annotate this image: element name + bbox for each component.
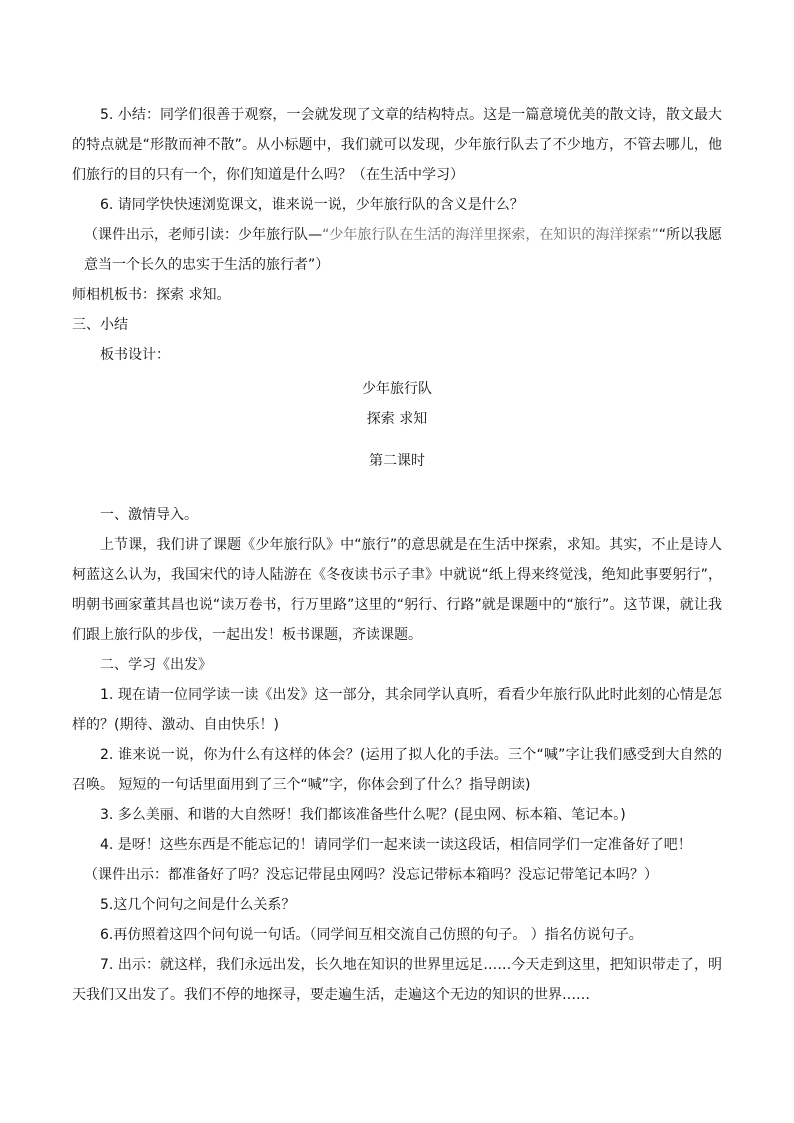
summary-paragraph: 5. 小结：同学们很善于观察，一会就发现了文章的结构特点。这是一篇意境优美的散文诗，散文最大的特点就是“形散而神不散”。从小标题中，我们就可以发现，少年旅行队去了不少地方，不管去哪儿，他们旅行的目的只有一个，你们知道是什么吗？（在生活中学习） bbox=[72, 107, 722, 183]
courseware-suffix: “所以我愿意当一个长久的忠实于生活的旅行者”） bbox=[84, 227, 722, 273]
question-7: 7. 出示：就这样，我们永远出发，长久地在知识的世界里远足……今天走到这里，把知识带走了，明天我们又出发了。我们不停的地探寻，要走遍生活，走遍这个无边的知识的世界…… bbox=[72, 957, 722, 1003]
board-keywords: 探索 求知 bbox=[366, 411, 428, 427]
question-3: 3. 多么美丽、和谐的大自然呀！我们都该准备些什么呢？(昆虫网、标本箱、笔记本。) bbox=[100, 807, 626, 823]
section-1-heading: 一、激情导入。 bbox=[100, 507, 198, 523]
question-6: 6. 请同学快快速浏览课文，谁来说一说，少年旅行队的含义是什么？ bbox=[100, 197, 524, 213]
section-3-heading: 三、小结 bbox=[72, 317, 128, 333]
question-6b: 6.再仿照着这四个问句说一句话。（同学间互相交流自己仿照的句子。 ）指名仿说句子。 bbox=[100, 927, 643, 943]
courseware-prefix: （课件出示，老师引读：少年旅行队— bbox=[84, 227, 323, 243]
teacher-board-note: 师相机板书：探索 求知。 bbox=[72, 287, 231, 303]
courseware-note-2: （课件出示：都准备好了吗？没忘记带昆虫网吗？没忘记带标本箱吗？没忘记带笔记本吗？） bbox=[84, 867, 658, 883]
board-title: 少年旅行队 bbox=[362, 381, 432, 397]
section-2-heading: 二、学习《出发》 bbox=[100, 657, 212, 673]
board-design-label: 板书设计： bbox=[100, 347, 170, 363]
courseware-quote: “少年旅行队在生活的海洋里探索，在知识的海洋探索” bbox=[322, 227, 659, 243]
question-1: 1. 现在请一位同学读一读《出发》这一部分，其余同学认真听，看看少年旅行队此时此刻的心情是怎样的？(期待、激动、自由快乐！) bbox=[72, 687, 722, 733]
lesson-2-title: 第二课时 bbox=[369, 453, 425, 469]
courseware-note-1 bbox=[72, 220, 722, 280]
document-page bbox=[72, 100, 722, 1010]
question-4: 4. 是呀！这些东西是不能忘记的！请同学们一起来读一读这段话，相信同学们一定准备好了吧！ bbox=[100, 837, 692, 853]
question-2: 2. 谁来说一说，你为什么有这样的体会？(运用了拟人化的手法。三个“喊”字让我们感受到大自然的召唤。 短短的一句话里面用到了三个“喊”字，你体会到了什么？指导朗读) bbox=[72, 747, 722, 793]
question-5: 5.这几个问句之间是什么关系？ bbox=[100, 897, 296, 913]
intro-paragraph: 上节课，我们讲了课题《少年旅行队》中“旅行”的意思就是在生活中探索，求知。其实，不止是诗人柯蓝这么认为，我国宋代的诗人陆游在《冬夜读书示子聿》中就说“纸上得来终觉浅，绝知此事要躬行”，明朝书画家董其昌也说“读万卷书，行万里路”这里的“躬行、行路”就是课题中的“旅行”。这节课，就让我们跟上旅行队的步伐，一起出发！板书课题，齐读课题。 bbox=[72, 537, 722, 643]
